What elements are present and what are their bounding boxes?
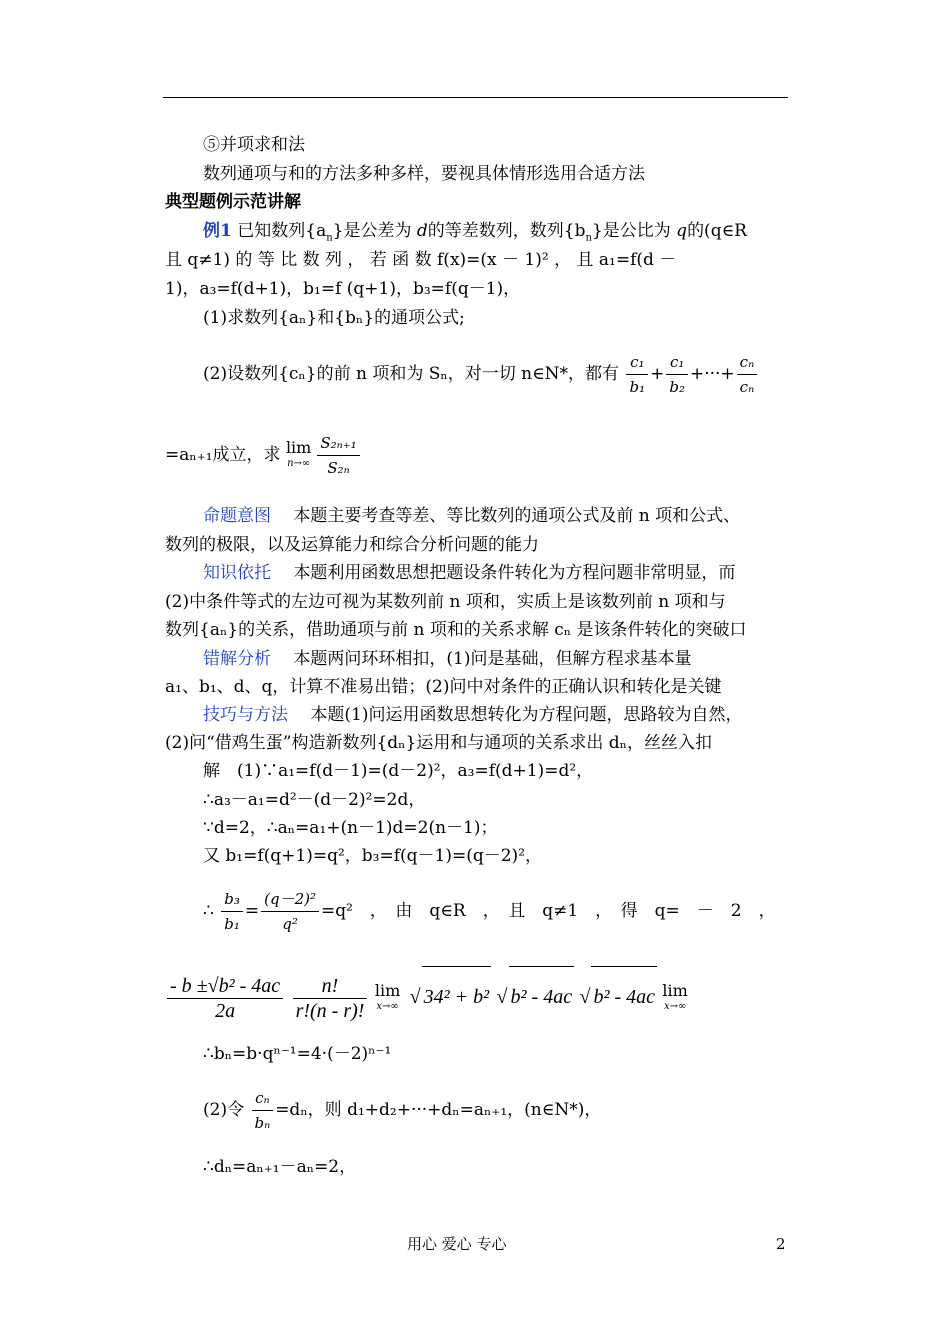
error-label: 错解分析 (203, 649, 271, 669)
fraction-s2n1-s2n: $\frac{\text{S₂ₙ₊₁}}{\text{S₂ₙ}}$ (317, 434, 359, 477)
solution-line-3: ∵d=2，∴aₙ=a₁+(n－1)d=2(n－1)； (203, 818, 498, 838)
skill-line-2: (2)问“借鸡生蛋”构造新数列{dₙ}运用和与通项的关系求出 dₙ，丝丝入扣 (165, 733, 712, 753)
solution-line-8: ∴dₙ=aₙ₊₁－aₙ=2， (203, 1157, 357, 1177)
question-2: (2)设数列{cₙ}的前 n 项和为 Sₙ，对一切 n∈N*，都有 $\frac{\text{c₁}}{\text{b₁}}$ + $\frac{\text{c₁}}{\text{b₂}}$ +···+ $\frac{\text{cₙ}}{\text{cₙ}}$ (203, 347, 787, 401)
limit-operator-1: lim x→∞ (374, 980, 401, 1012)
page-number: 2 (776, 1235, 786, 1253)
fraction-c1-b2: $\frac{\text{c₁}}{\text{b₂}}$ (666, 353, 688, 396)
intent-line-1: 命题意图 本题主要考查等差、等比数列的通项公式及前 n 项和公式、 (203, 506, 741, 526)
example-1-line-2: 且 q≠1) 的 等 比 数 列 ， 若 函 数 f(x)=(x － 1)² ， 且 a₁=f(d － (165, 250, 677, 270)
intent-line-2: 数列的极限，以及运算能力和综合分析问题的能力 (165, 535, 539, 555)
fraction-cn-bn: $\frac{\text{cₙ}}{\text{bₙ}}$ (252, 1089, 274, 1132)
skill-label: 技巧与方法 (203, 705, 288, 725)
knowledge-label: 知识依托 (203, 563, 271, 583)
example-label: 例1 (203, 221, 232, 241)
error-line-1: 错解分析 本题两问环环相扣，(1)问是基础，但解方程求基本量 (203, 649, 692, 669)
knowledge-line-2: (2)中条件等式的左边可视为某数列前 n 项和，实质上是该数列前 n 项和与 (165, 592, 726, 612)
solution-line-1: 解 (1)∵a₁=f(d－1)=(d－2)²，a₃=f(d+1)=d²， (203, 761, 594, 781)
method-summary: 数列通项与和的方法多种多样，要视具体情形选用合适方法 (203, 164, 645, 184)
knowledge-line-3: 数列{aₙ}的关系，借助通项与前 n 项和的关系求解 cₙ 是该条件转化的突破口 (165, 620, 747, 640)
solution-line-6: ∴bₙ=b·qⁿ⁻¹=4·(－2)ⁿ⁻¹ (203, 1044, 392, 1064)
quadratic-formula: $\frac{\text{- b ±√b² - 4ac}}{2a}$ (167, 977, 283, 1020)
solution-line-5: ∴ $\frac{\text{b₃}}{\text{b₁}}$ = $\frac{\text{(q－2)²}}{\text{q²}}$ =q² ， 由 q∈R ， 且 q≠1 ， 得 q= － 2 ， (203, 890, 776, 933)
method-item-5: ⑤并项求和法 (203, 135, 305, 155)
question-1: (1)求数列{aₙ}和{bₙ}的通项公式; (203, 308, 465, 328)
formula-row (165, 966, 787, 1028)
fraction-c1-b1: $\frac{\text{c₁}}{\text{b₁}}$ (626, 353, 648, 396)
solution-line-4: 又 b₁=f(q+1)=q²，b₃=f(q－1)=(q－2)²， (203, 846, 543, 866)
example-1-line-1: 例1 已知数列$\{a_n\}$是公差为 d的等差数列，数列$\{b_n\}$是公比为 q的(q∈R (203, 221, 747, 244)
fraction-cn-cn: $\frac{\text{cₙ}}{\text{cₙ}}$ (737, 353, 757, 396)
limit-operator: lim n→∞ (285, 437, 312, 469)
knowledge-line-1: 知识依托 本题利用函数思想把题设条件转化为方程问题非常明显，而 (203, 563, 736, 583)
limit-operator-2: lim x→∞ (662, 980, 688, 1012)
intent-label: 命题意图 (203, 506, 271, 526)
question-2-limit: =aₙ₊₁成立，求 lim n→∞ $\frac{\text{S₂ₙ₊₁}}{\text{S₂ₙ}}$ (165, 428, 787, 482)
footer-slogan: 用心 爱心 专心 (407, 1235, 507, 1253)
sqrt-expression-3: √ b² - 4ac (579, 986, 657, 1008)
solution-line-2: ∴a₃－a₁=d²－(d－2)²=2d， (203, 790, 426, 810)
skill-line-1: 技巧与方法 本题(1)问运用函数思想转化为方程问题，思路较为自然， (203, 705, 743, 725)
header-rule (163, 97, 788, 98)
error-line-2: a₁、b₁、d、q，计算不准易出错；(2)问中对条件的正确认识和转化是关键 (165, 677, 722, 697)
solution-line-7: (2)令 $\frac{\text{cₙ}}{\text{bₙ}}$ =dₙ，则 d₁+d₂+···+dₙ=aₙ₊₁，(n∈N*)， (203, 1089, 602, 1132)
sqrt-expression-1: √ 34² + b² (410, 986, 491, 1008)
fraction-b3-b1: $\frac{\text{b₃}}{\text{b₁}}$ (221, 890, 243, 933)
section-heading: 典型题例示范讲解 (165, 192, 301, 212)
example-1-line-3: 1)，a₃=f(d+1)，b₁=f (q+1)，b₃=f(q－1)， (165, 279, 521, 299)
combination-formula: $\frac{n!}{r!(n - r)!}$ (293, 977, 368, 1020)
sqrt-expression-2: √ b² - 4ac (497, 986, 575, 1008)
fraction-q2-q2: $\frac{\text{(q－2)²}}{\text{q²}}$ (261, 890, 319, 933)
